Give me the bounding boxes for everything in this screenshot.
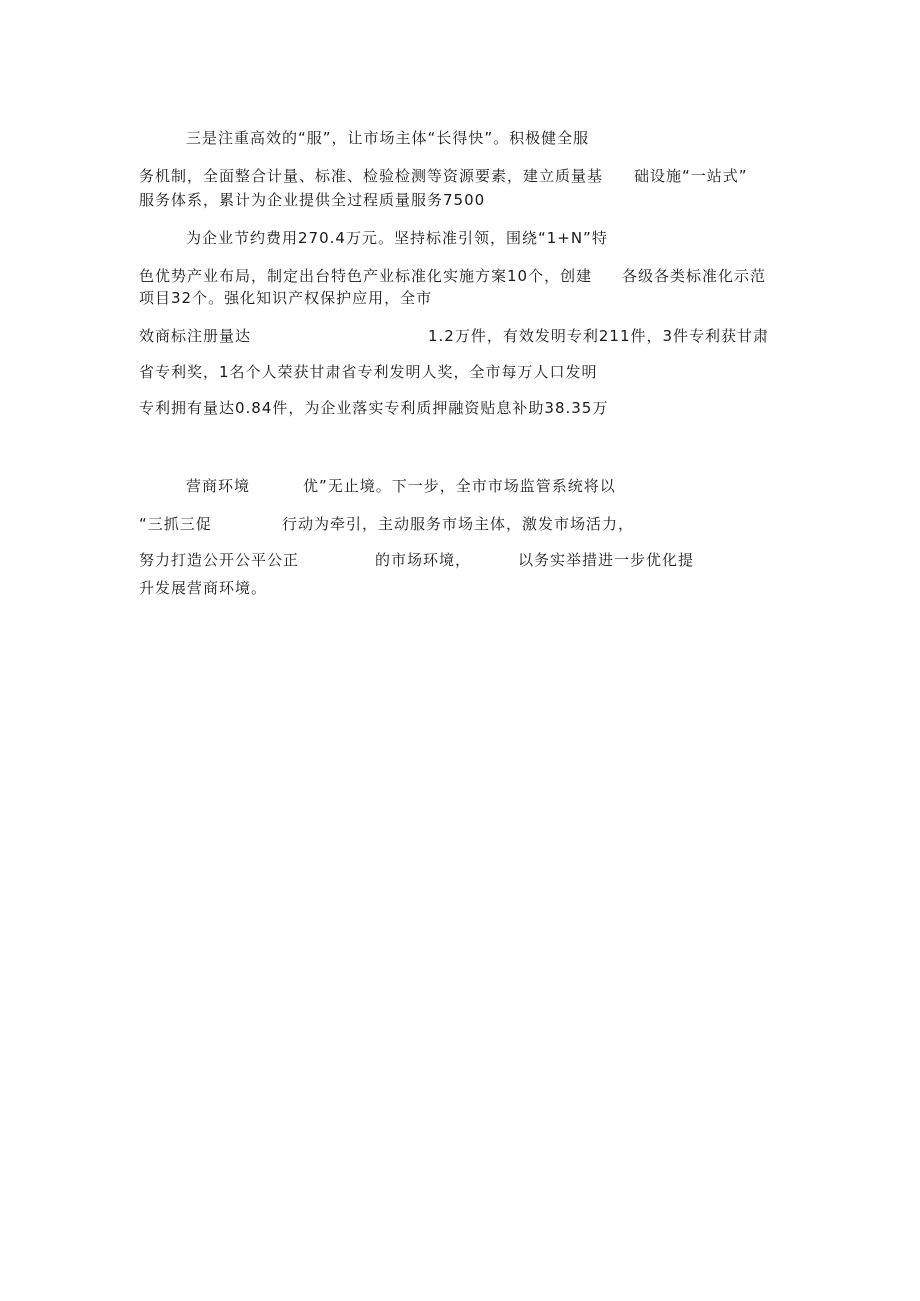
text-segment: 省专利奖，1名个人荣获甘肃省专利发明人奖，全市每万人口发明 [139, 363, 598, 381]
text-line-13 [139, 578, 267, 598]
text-line-1 [186, 128, 589, 148]
text-segment: 础设施“一站式” [634, 167, 748, 185]
text-segment: 务机制，全面整合计量、标准、检验检测等资源要素，建立质量基 [139, 167, 604, 185]
text-line-4 [186, 228, 608, 248]
text-segment: 为企业节约费用270.4万元。坚持标准引领，围绕“1+N”特 [186, 229, 608, 247]
text-line-8 [139, 362, 598, 382]
text-segment: 效商标注册量达 [139, 327, 252, 345]
text-segment: 以务实举措进一步优化提 [518, 551, 695, 569]
text-line-6 [139, 288, 432, 308]
text-segment: “三抓三促 [139, 515, 212, 533]
text-segment: 专利拥有量达0.84件，为企业落实专利质押融资贴息补助38.35万 [139, 399, 609, 417]
text-segment: 升发展营商环境。 [139, 579, 268, 597]
text-segment: 三是注重高效的“服”，让市场主体“长得快”。积极健全服 [186, 129, 590, 147]
text-segment: 服务体系，累计为企业提供全过程质量服务7500 [139, 191, 486, 209]
text-segment: 努力打造公开公平公正 [139, 551, 300, 569]
text-segment: 各级各类标准化示范 [622, 267, 767, 285]
text-line-9 [139, 398, 608, 418]
text-segment: 色优势产业布局，制定出台特色产业标准化实施方案10个，创建 [139, 267, 593, 285]
text-segment: 行动为牵引，主动服务市场主体，激发市场活力， [282, 515, 635, 533]
text-segment: 1.2万件，有效发明专利211件，3件专利获甘肃 [428, 327, 770, 345]
text-segment: 的市场环境， [375, 551, 472, 569]
text-line-3 [139, 190, 485, 210]
text-segment: 优”无止境。下一步，全市市场监管系统将以 [303, 477, 616, 495]
text-segment: 项目32个。强化知识产权保护应用，全市 [139, 289, 433, 307]
text-segment: 营商环境 [186, 477, 251, 495]
